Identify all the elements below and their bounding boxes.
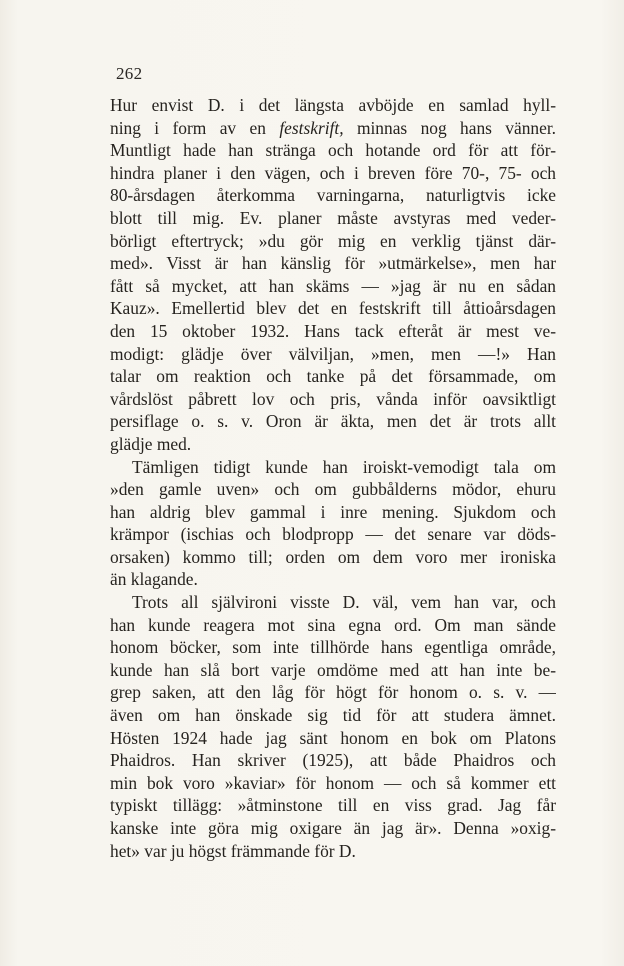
text-line: talar om reaktion och tanke på det försammade, om xyxy=(110,366,556,387)
text-line: glädje med. xyxy=(110,433,192,454)
text-line: »den gamle uven» och om gubbålderns mödor, ehuru xyxy=(110,479,556,500)
text-line: Muntligt hade han stränga och hotande ord för att för- xyxy=(110,140,556,161)
text-line: typiskt tillägg: »åtminstone till en viss grad. Jag får xyxy=(110,795,556,816)
text-line: grep saken, att den låg för högt för honom o. s. v. — xyxy=(110,682,556,703)
text-line: fått så mycket, att han skäms — »jag är nu en sådan xyxy=(110,275,556,296)
text-line: het» var ju högst främmande för D. xyxy=(110,840,356,861)
page-number: 262 xyxy=(116,64,143,83)
text-line: Hösten 1924 hade jag sänt honom en bok om Platons xyxy=(110,727,556,748)
text-line: än klagande. xyxy=(110,569,198,590)
paragraph xyxy=(110,456,556,592)
text-line: han kunde reagera mot sina egna ord. Om man sände xyxy=(110,614,556,635)
text-line: kunde han slå bort varje omdöme med att han inte be- xyxy=(110,659,556,680)
text-line: han aldrig blev gammal i inre mening. Sjukdom och xyxy=(110,501,556,522)
text-line: Phaidros. Han skriver (1925), att både Phaidros och xyxy=(110,750,556,771)
text-line: orsaken) kommo till; orden om dem voro mer ironiska xyxy=(110,546,556,567)
text-line: Hur envist D. i det längsta avböjde en samlad hyll- xyxy=(110,95,556,115)
text-segment: minnas nog hans vänner. xyxy=(343,117,556,138)
text-line: börligt eftertryck; »du gör mig en verklig tjänst där- xyxy=(110,230,556,251)
text-line: blott till mig. Ev. planer måste avstyras med veder- xyxy=(110,207,556,228)
text-line: Tämligen tidigt kunde han iroiskt-vemodigt tala om xyxy=(132,456,556,477)
text-line: Kauz». Emellertid blev det en festskrift till åttioårsdagen xyxy=(110,298,556,319)
text-line: vårdslöst påbrett lov och pris, vånda inför oavsiktligt xyxy=(110,388,556,409)
text-line: krämpor (ischias och blodpropp — det senare var döds- xyxy=(110,524,556,545)
text-line xyxy=(110,117,556,140)
text-line: Trots all självironi visste D. väl, vem han var, och xyxy=(132,592,556,613)
text-line: även om han önskade sig tid för att studera ämnet. xyxy=(110,705,556,726)
text-line: modigt: glädje över välviljan, »men, men —!» Han xyxy=(110,343,556,364)
text-line: hindra planer i den vägen, och i breven före 70-, 75- och xyxy=(110,162,556,183)
text-line: med». Visst är han känslig för »utmärkelse», men har xyxy=(110,253,556,274)
text-line: den 15 oktober 1932. Hans tack efteråt är mest ve- xyxy=(110,320,556,341)
text-line: min bok voro »kaviar» för honom — och så kommer ett xyxy=(110,772,556,793)
paragraph xyxy=(110,94,556,456)
text-line: kanske inte göra mig oxigare än jag är». Denna »oxig- xyxy=(110,818,556,838)
body-text xyxy=(110,94,556,862)
text-line: honom böcker, som inte tillhörde hans egentliga område, xyxy=(110,637,556,658)
text-line: 80-årsdagen återkomma varningarna, naturligtvis icke xyxy=(110,185,556,206)
text-line: persiflage o. s. v. Oron är äkta, men det är trots allt xyxy=(110,411,556,432)
text-segment: ning i form av en xyxy=(110,117,280,138)
italic-text: festskrift, xyxy=(279,117,344,138)
paragraph xyxy=(110,591,556,862)
